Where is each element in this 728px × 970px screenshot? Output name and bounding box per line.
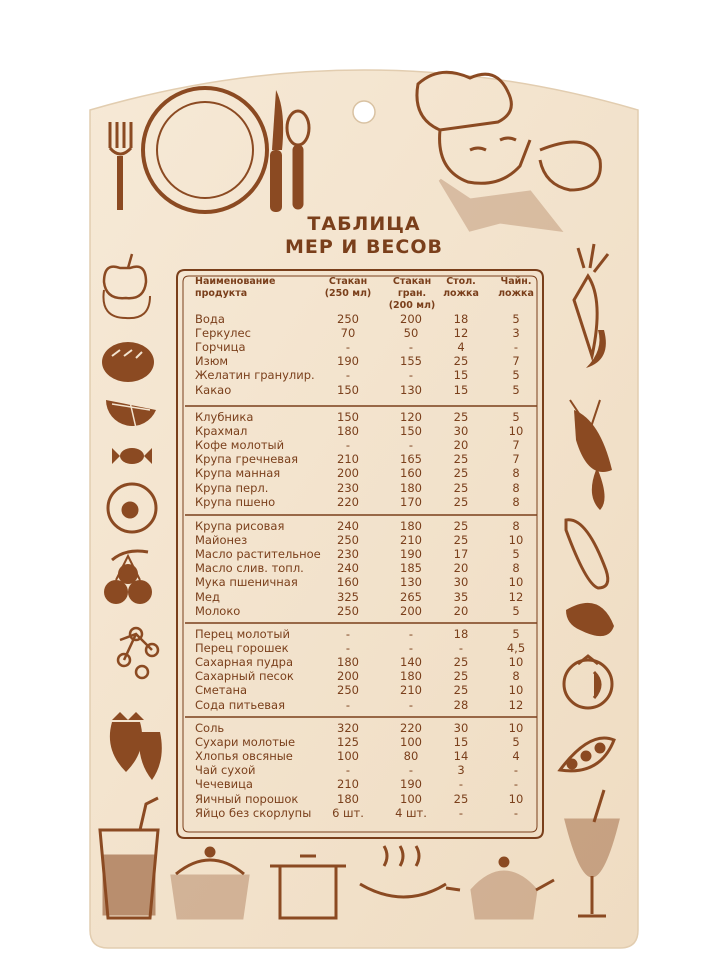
glass-250-value: - bbox=[345, 641, 351, 656]
teapot-icon bbox=[472, 858, 554, 918]
glass-250-value: 6 шт. bbox=[332, 805, 364, 820]
teaspoon-value: 10 bbox=[508, 683, 524, 698]
teaspoon-value: 10 bbox=[508, 424, 524, 439]
teaspoon-value: 5 bbox=[512, 382, 520, 397]
glass-250-value: 200 bbox=[337, 466, 359, 481]
product-name: Сметана bbox=[195, 683, 248, 698]
teaspoon-value: 5 bbox=[512, 410, 520, 424]
tablespoon-value: - bbox=[458, 641, 464, 656]
glass-200-value: 150 bbox=[400, 424, 422, 439]
glass-200-value: - bbox=[408, 763, 414, 778]
teaspoon-value: 5 bbox=[512, 627, 520, 641]
teaspoon-value: - bbox=[513, 805, 519, 820]
glass-200-value: 200 bbox=[400, 603, 422, 618]
glass-200-value: 130 bbox=[400, 575, 422, 590]
apple-icon bbox=[103, 254, 150, 318]
product-name: Хлопья овсяные bbox=[195, 749, 293, 764]
teaspoon-value: 4,5 bbox=[506, 641, 526, 656]
product-name: Желатин гранулир. bbox=[195, 368, 315, 383]
glass-icon bbox=[100, 798, 158, 918]
glass-250-value: 250 bbox=[337, 603, 359, 618]
header-tablespoon: Стол. ложка bbox=[443, 276, 479, 299]
product-name: Сухари молотые bbox=[195, 735, 296, 750]
cucumber-icon bbox=[566, 520, 608, 588]
product-name: Чечевица bbox=[195, 777, 253, 792]
saucepan-icon bbox=[270, 856, 346, 918]
product-name: Чай сухой bbox=[195, 763, 256, 778]
tablespoon-value: 25 bbox=[453, 533, 469, 548]
glass-200-value: 190 bbox=[400, 777, 422, 792]
cocktail-icon bbox=[566, 790, 618, 916]
glass-200-value: 100 bbox=[400, 735, 422, 750]
teaspoon-value: 5 bbox=[512, 547, 520, 562]
tablespoon-value: 20 bbox=[453, 603, 469, 618]
glass-250-value: - bbox=[345, 438, 351, 453]
teaspoon-value: 8 bbox=[512, 494, 520, 509]
glass-200-value: - bbox=[408, 641, 414, 656]
product-name: Яйцо без скорлупы bbox=[195, 805, 312, 820]
tablespoon-value: 15 bbox=[453, 735, 469, 750]
glass-250-value: 230 bbox=[337, 547, 359, 562]
glass-200-value: 155 bbox=[400, 354, 422, 369]
teaspoon-value: 10 bbox=[508, 721, 524, 735]
title-line-2: МЕР И ВЕСОВ bbox=[285, 236, 443, 258]
frying-pan-icon bbox=[360, 846, 460, 897]
glass-200-value: 120 bbox=[400, 410, 422, 424]
tablespoon-value: 14 bbox=[453, 749, 469, 764]
glass-200-value: 210 bbox=[400, 533, 422, 548]
herbs-icon bbox=[570, 400, 612, 510]
product-name: Майонез bbox=[195, 533, 248, 548]
teaspoon-value: 7 bbox=[512, 452, 520, 467]
product-name: Горчица bbox=[195, 340, 246, 355]
tablespoon-value: 25 bbox=[453, 410, 469, 424]
product-name: Крупа манная bbox=[195, 466, 281, 481]
glass-250-value: 325 bbox=[337, 589, 359, 604]
teaspoon-value: 5 bbox=[512, 603, 520, 618]
teaspoon-value: 8 bbox=[512, 519, 520, 533]
glass-200-value: - bbox=[408, 627, 414, 641]
glass-200-value: 210 bbox=[400, 683, 422, 698]
glass-250-value: 250 bbox=[337, 312, 359, 326]
product-name: Изюм bbox=[195, 354, 229, 369]
tablespoon-value: 25 bbox=[453, 519, 469, 533]
product-name: Кофе молотый bbox=[195, 438, 285, 453]
product-name: Мед bbox=[195, 589, 220, 604]
header-glass-200: Стакан гран. (200 мл) bbox=[388, 276, 436, 311]
glass-200-value: 265 bbox=[400, 589, 422, 604]
glass-200-value: 165 bbox=[400, 452, 422, 467]
glass-200-value: 130 bbox=[400, 382, 422, 397]
citrus-icon bbox=[106, 400, 156, 428]
tablespoon-value: 12 bbox=[453, 326, 469, 341]
peach-icon bbox=[108, 484, 156, 532]
tomato-icon bbox=[564, 656, 612, 708]
teaspoon-value: 4 bbox=[512, 749, 520, 764]
teaspoon-value: - bbox=[513, 340, 519, 355]
product-name: Мука пшеничная bbox=[195, 575, 298, 590]
glass-250-value: 70 bbox=[340, 326, 356, 341]
teaspoon-value: 7 bbox=[512, 354, 520, 369]
glass-250-value: 210 bbox=[337, 452, 359, 467]
product-name: Соль bbox=[195, 721, 225, 735]
glass-250-value: 220 bbox=[337, 494, 359, 509]
title-line-1: ТАБЛИЦА bbox=[307, 213, 421, 235]
product-name: Крахмал bbox=[195, 424, 248, 439]
tablespoon-value: 15 bbox=[453, 382, 469, 397]
teaspoon-value: 10 bbox=[508, 791, 524, 806]
glass-200-value: - bbox=[408, 340, 414, 355]
teaspoon-value: 12 bbox=[508, 589, 524, 604]
glass-250-value: 210 bbox=[337, 777, 359, 792]
pot-icon bbox=[172, 848, 248, 918]
tablespoon-value: 30 bbox=[453, 424, 469, 439]
header-name: Наименование продукта bbox=[195, 276, 276, 299]
tablespoon-value: 15 bbox=[453, 368, 469, 383]
teaspoon-value: 10 bbox=[508, 533, 524, 548]
teaspoon-value: 8 bbox=[512, 466, 520, 481]
product-name: Крупа перл. bbox=[195, 480, 269, 495]
product-name: Масло растительное bbox=[195, 547, 321, 562]
teaspoon-value: 10 bbox=[508, 575, 524, 590]
candy-icon bbox=[112, 448, 152, 464]
tablespoon-value: 30 bbox=[453, 721, 469, 735]
teaspoon-value: 10 bbox=[508, 655, 524, 670]
glass-250-value: 100 bbox=[337, 749, 359, 764]
product-name: Масло слив. топл. bbox=[195, 561, 304, 576]
tablespoon-value: 20 bbox=[453, 561, 469, 576]
tablespoon-value: - bbox=[458, 777, 464, 792]
teaspoon-value: 12 bbox=[508, 697, 524, 712]
teaspoon-value: 8 bbox=[512, 669, 520, 684]
glass-250-value: - bbox=[345, 627, 351, 641]
glass-200-value: 180 bbox=[400, 519, 422, 533]
tablespoon-value: 25 bbox=[453, 452, 469, 467]
glass-250-value: 230 bbox=[337, 480, 359, 495]
tablespoon-value: 18 bbox=[453, 312, 469, 326]
header-teaspoon: Чайн. ложка bbox=[498, 276, 534, 299]
glass-200-value: 180 bbox=[400, 669, 422, 684]
product-name: Молоко bbox=[195, 603, 241, 618]
glass-250-value: 180 bbox=[337, 791, 359, 806]
glass-250-value: 180 bbox=[337, 424, 359, 439]
teaspoon-value: 8 bbox=[512, 561, 520, 576]
product-name: Яичный порошок bbox=[195, 791, 299, 806]
product-name: Перец горошек bbox=[195, 641, 289, 656]
product-name: Какао bbox=[195, 382, 232, 397]
tablespoon-value: 3 bbox=[457, 763, 465, 778]
glass-200-value: 100 bbox=[400, 791, 422, 806]
glass-250-value: - bbox=[345, 697, 351, 712]
glass-200-value: 170 bbox=[400, 494, 422, 509]
glass-250-value: 180 bbox=[337, 655, 359, 670]
tablespoon-value: 30 bbox=[453, 575, 469, 590]
glass-200-value: 50 bbox=[403, 326, 419, 341]
tablespoon-value: 25 bbox=[453, 791, 469, 806]
teaspoon-value: 8 bbox=[512, 480, 520, 495]
product-name: Вода bbox=[195, 312, 225, 326]
glass-250-value: - bbox=[345, 368, 351, 383]
tablespoon-value: 25 bbox=[453, 494, 469, 509]
glass-200-value: - bbox=[408, 368, 414, 383]
glass-250-value: 250 bbox=[337, 683, 359, 698]
tablespoon-value: 25 bbox=[453, 655, 469, 670]
glass-250-value: 125 bbox=[337, 735, 359, 750]
glass-250-value: - bbox=[345, 340, 351, 355]
glass-200-value: 220 bbox=[400, 721, 422, 735]
tablespoon-value: 28 bbox=[453, 697, 469, 712]
peas-icon bbox=[560, 738, 614, 771]
glass-200-value: 200 bbox=[400, 312, 422, 326]
bread-icon bbox=[102, 342, 154, 382]
tablespoon-value: 25 bbox=[453, 354, 469, 369]
glass-200-value: 140 bbox=[400, 655, 422, 670]
tablespoon-value: 35 bbox=[453, 589, 469, 604]
teaspoon-value: 5 bbox=[512, 735, 520, 750]
product-name: Сода питьевая bbox=[195, 697, 286, 712]
teaspoon-value: 3 bbox=[512, 326, 520, 341]
tablespoon-value: 17 bbox=[453, 547, 469, 562]
glass-250-value: 150 bbox=[337, 382, 359, 397]
glass-250-value: 240 bbox=[337, 561, 359, 576]
tablespoon-value: 25 bbox=[453, 683, 469, 698]
teaspoon-value: 7 bbox=[512, 438, 520, 453]
teaspoon-value: 5 bbox=[512, 368, 520, 383]
product-name: Крупа пшено bbox=[195, 494, 276, 509]
teaspoon-value: 5 bbox=[512, 312, 520, 326]
glass-250-value: - bbox=[345, 763, 351, 778]
tablespoon-value: - bbox=[458, 805, 464, 820]
glass-250-value: 160 bbox=[337, 575, 359, 590]
glass-250-value: 240 bbox=[337, 519, 359, 533]
glass-200-value: 160 bbox=[400, 466, 422, 481]
product-name: Геркулес bbox=[195, 326, 251, 341]
teaspoon-value: - bbox=[513, 777, 519, 792]
glass-200-value: 185 bbox=[400, 561, 422, 576]
glass-250-value: 150 bbox=[337, 410, 359, 424]
glass-250-value: 190 bbox=[337, 354, 359, 369]
tablespoon-value: 25 bbox=[453, 466, 469, 481]
product-name: Клубника bbox=[195, 410, 254, 424]
tablespoon-value: 25 bbox=[453, 669, 469, 684]
product-name: Крупа гречневая bbox=[195, 452, 299, 467]
product-name: Крупа рисовая bbox=[195, 519, 285, 533]
product-name: Перец молотый bbox=[195, 627, 290, 641]
eggplant-icon bbox=[566, 603, 614, 636]
product-name: Сахарный песок bbox=[195, 669, 294, 684]
tablespoon-value: 4 bbox=[457, 340, 465, 355]
glass-250-value: 200 bbox=[337, 669, 359, 684]
glass-200-value: 80 bbox=[403, 749, 419, 764]
tablespoon-value: 18 bbox=[453, 627, 469, 641]
glass-250-value: 250 bbox=[337, 533, 359, 548]
glass-200-value: - bbox=[408, 438, 414, 453]
header-glass-250: Стакан (250 мл) bbox=[324, 276, 372, 299]
glass-200-value: 4 шт. bbox=[395, 805, 427, 820]
tablespoon-value: 25 bbox=[453, 480, 469, 495]
glass-250-value: 320 bbox=[337, 721, 359, 735]
berries-icon bbox=[118, 628, 158, 678]
glass-200-value: 190 bbox=[400, 547, 422, 562]
cherry-icon bbox=[104, 551, 152, 604]
tablespoon-value: 20 bbox=[453, 438, 469, 453]
teaspoon-value: - bbox=[513, 763, 519, 778]
product-name: Сахарная пудра bbox=[195, 655, 293, 670]
glass-200-value: - bbox=[408, 697, 414, 712]
glass-200-value: 180 bbox=[400, 480, 422, 495]
strawberry-icon bbox=[110, 712, 162, 780]
